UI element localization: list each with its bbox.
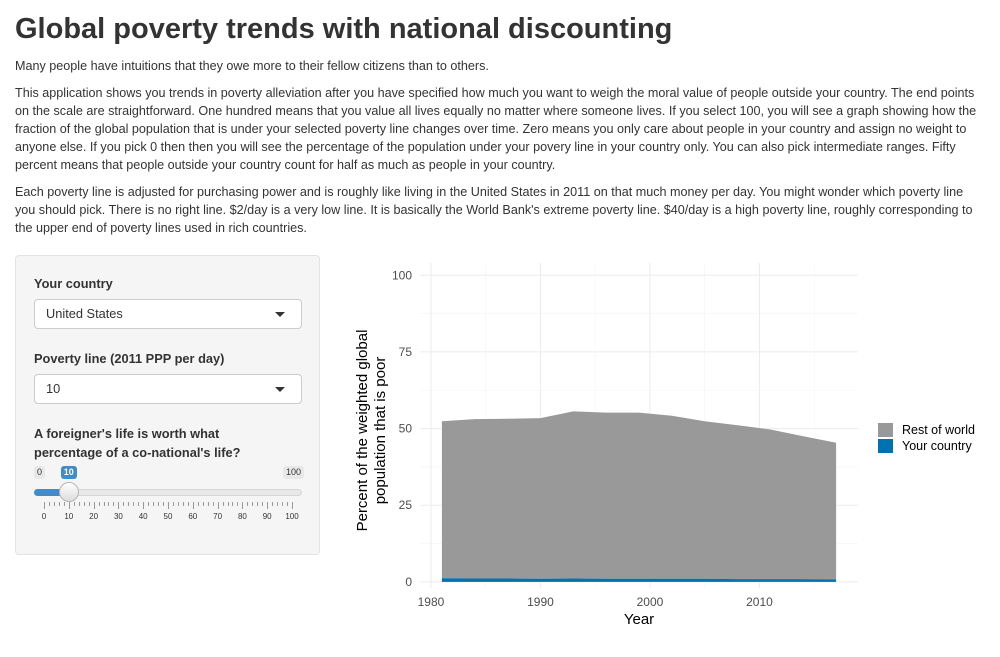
slider-major-tick [44,502,45,509]
slider-major-tick [69,502,70,509]
slider-minor-tick [99,502,100,506]
slider-tick-label: 100 [285,512,299,521]
slider-minor-tick [282,502,283,506]
chevron-down-icon [275,387,285,392]
slider-major-tick [168,502,169,509]
intro-paragraph: Many people have intuitions that they owe more to their fellow citizens than to others. [15,59,489,73]
slider-minor-tick [223,502,224,506]
slider-tick-label: 50 [163,512,173,521]
poverty-area-chart [340,255,1000,635]
slider-max-label: 100 [283,466,304,479]
x-tick-label: 1980 [417,595,445,609]
legend-label: Your country [902,439,972,453]
x-tick-label: 2000 [636,595,664,609]
slider-minor-tick [188,502,189,506]
y-tick-label: 50 [398,421,412,436]
slider-major-tick [118,502,119,509]
y-tick-label: 0 [405,574,412,589]
slider-major-tick [242,502,243,509]
slider-major-tick [218,502,219,509]
slider-value-badge: 10 [61,466,77,479]
slider-minor-tick [74,502,75,506]
x-tick-label: 1990 [527,595,554,609]
page-title: Global poverty trends with national discounting [15,13,673,45]
country-select-value: United States [46,306,123,321]
weight-slider-label [34,424,240,462]
y-tick-label: 75 [398,344,412,359]
poverty-line-paragraph: Each poverty line is adjusted for purchasing power and is roughly like living in the United States in 2011 on that much money per day. You might wonder which poverty line you should pick. There is no right line. $2/day is a very low line. It is basically the World Bank's extreme poverty line. $40/day is a high poverty line, roughly corresponding to the upper end of poverty lines used in rich countries. [15,185,973,235]
slider-tick-label: 80 [237,512,247,521]
slider-minor-tick [198,502,199,506]
slider-minor-tick [277,502,278,506]
slider-minor-tick [148,502,149,506]
slider-minor-tick [237,502,238,506]
slider-major-tick [94,502,95,509]
slider-minor-tick [183,502,184,506]
slider-tick-label: 40 [138,512,148,521]
country-label: Your country [34,276,113,291]
slider-handle[interactable] [59,482,79,502]
slider-minor-tick [138,502,139,506]
y-tick-label: 100 [391,268,412,283]
slider-minor-tick [64,502,65,506]
slider-minor-tick [262,502,263,506]
slider-minor-tick [247,502,248,506]
slider-minor-tick [213,502,214,506]
slider-min-label: 0 [34,466,45,479]
slider-minor-tick [113,502,114,506]
slider-minor-tick [104,502,105,506]
weight-slider-label-line2: percentage of a co-national's life? [34,445,241,460]
y-axis-title-line1: Percent of the weighted global [354,329,371,532]
slider-minor-tick [158,502,159,506]
slider-minor-tick [208,502,209,506]
slider-minor-tick [173,502,174,506]
description-paragraph: This application shows you trends in poverty alleviation after you have specified how much you want to weigh the moral value of people outside your country. The end points on the scale are straightforward. One hundred means that you value all lives equally no matter where someone lives. If you select 100, you will see a graph showing how the fraction of the global population that is under your selected poverty line changes over time. Zero means you only care about people in your country and assign no weight to anyone else. If you pick 0 then then you will see the percentage of the population under your povery line in your country only. You can also pick intermediate ranges. Fifty percent means that people outside your country count for half as much as people in your country. [15,86,977,172]
slider-minor-tick [178,502,179,506]
input-sidebar [15,255,320,555]
slider-tick-label: 30 [113,512,123,521]
y-tick-label: 25 [398,498,412,513]
slider-minor-tick [128,502,129,506]
slider-minor-tick [272,502,273,506]
slider-minor-tick [252,502,253,506]
y-axis-title-line2: population that is poor [372,356,389,505]
slider-minor-tick [84,502,85,506]
slider-minor-tick [133,502,134,506]
slider-tick-label: 10 [64,512,74,521]
slider-minor-tick [89,502,90,506]
chevron-down-icon [275,312,285,317]
slider-tick-label: 60 [188,512,198,521]
slider-minor-tick [54,502,55,506]
slider-major-tick [267,502,268,509]
slider-tick-label: 90 [262,512,272,521]
slider-minor-tick [123,502,124,506]
slider-minor-tick [49,502,50,506]
x-tick-label: 2010 [746,595,773,609]
slider-major-tick [193,502,194,509]
slider-minor-tick [232,502,233,506]
slider-major-tick [143,502,144,509]
legend-label: Rest of world [902,423,975,437]
slider-minor-tick [287,502,288,506]
slider-tick-label: 20 [89,512,99,521]
country-select[interactable] [34,299,302,329]
slider-minor-tick [203,502,204,506]
area-rest-of-world [442,411,836,579]
slider-minor-tick [59,502,60,506]
slider-minor-tick [153,502,154,506]
slider-minor-tick [163,502,164,506]
poverty-line-select[interactable] [34,374,302,404]
slider-tick-label: 0 [41,512,47,521]
x-axis-title: Year [623,611,655,628]
legend-swatch [878,423,893,437]
slider-minor-tick [257,502,258,506]
poverty-line-label: Poverty line (2011 PPP per day) [34,351,225,366]
legend-swatch [878,439,893,453]
weight-slider[interactable] [34,466,304,526]
slider-minor-tick [228,502,229,506]
slider-minor-tick [79,502,80,506]
poverty-line-select-value: 10 [46,381,61,396]
slider-tick-label: 70 [213,512,223,521]
weight-slider-label-line1: A foreigner's life is worth what [34,426,220,441]
slider-minor-tick [108,502,109,506]
slider-major-tick [292,502,293,509]
